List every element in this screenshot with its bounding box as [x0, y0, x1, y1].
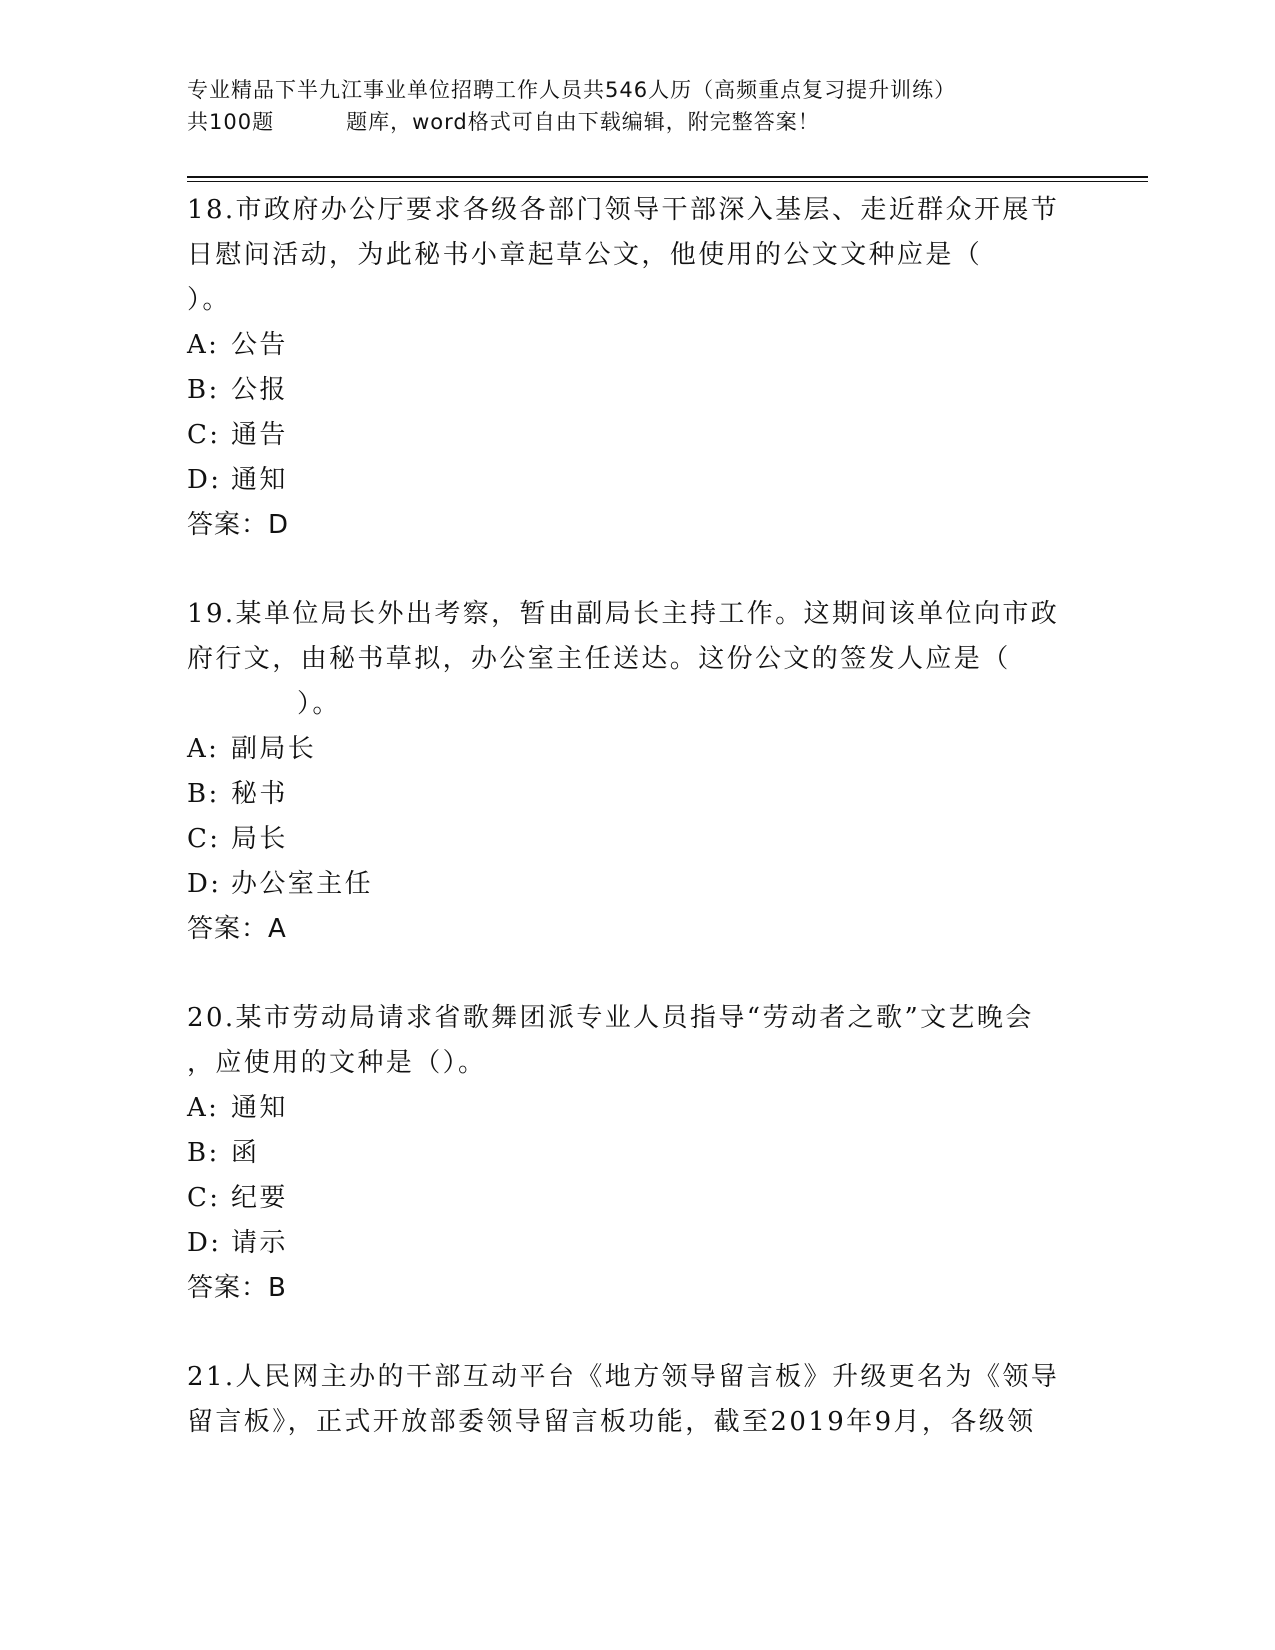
- option-key: D:: [187, 1228, 222, 1258]
- stem-line: 18.市政府办公厅要求各级各部门领导干部深入基层、走近群众开展节: [187, 195, 1060, 225]
- question-stem: [187, 188, 1067, 323]
- question-stem: [187, 1355, 1067, 1445]
- option-key: B:: [187, 1138, 220, 1168]
- option-text: 通知: [231, 1093, 288, 1123]
- stem-line: 留言板》，正式开放部委领导留言板功能，截至2019年9月，各级领: [187, 1407, 1036, 1437]
- answer-line: 答案：A: [187, 914, 287, 944]
- question-stem: [187, 996, 1067, 1086]
- option-key: C:: [187, 824, 221, 854]
- stem-line: 19.某单位局长外出考察，暂由副局长主持工作。这期间该单位向市政: [187, 599, 1060, 629]
- stem-line-indented: [187, 682, 1067, 727]
- option-text: 公告: [231, 330, 288, 360]
- option-c: [187, 413, 1067, 458]
- option-key: C:: [187, 420, 221, 450]
- option-d: [187, 862, 1067, 907]
- option-text: 公报: [231, 375, 288, 405]
- option-text: 请示: [231, 1228, 288, 1258]
- answer-line: 答案：B: [187, 1273, 287, 1303]
- option-a: [187, 323, 1067, 368]
- header-question-count: 共100题: [187, 110, 275, 134]
- option-text: 纪要: [231, 1183, 288, 1213]
- header-description: 题库，word格式可自由下载编辑，附完整答案！: [346, 110, 820, 134]
- option-b: [187, 368, 1067, 413]
- option-text: 副局长: [231, 734, 317, 764]
- option-key: B:: [187, 779, 220, 809]
- header-subtitle-line: [187, 106, 1147, 138]
- option-c: [187, 817, 1067, 862]
- option-text: 局长: [231, 824, 288, 854]
- question-20: [187, 996, 1067, 1311]
- header-rule-thick: [187, 176, 1148, 178]
- question-list: [187, 188, 1067, 1489]
- stem-line: 20.某市劳动局请求省歌舞团派专业人员指导“劳动者之歌”文艺晚会: [187, 1003, 1034, 1033]
- option-key: A:: [187, 330, 220, 360]
- option-key: A:: [187, 1093, 220, 1123]
- stem-line: 日慰问活动，为此秘书小章起草公文，他使用的公文文种应是（: [187, 240, 983, 270]
- option-c: [187, 1176, 1067, 1221]
- header-title-line: 专业精品下半九江事业单位招聘工作人员共546人历（高频重点复习提升训练）: [187, 78, 957, 102]
- stem-line: 府行文，由秘书草拟，办公室主任送达。这份公文的签发人应是（: [187, 644, 1011, 674]
- stem-line: 21.人民网主办的干部互动平台《地方领导留言板》升级更名为《领导: [187, 1362, 1060, 1392]
- option-text: 函: [231, 1138, 260, 1168]
- option-key: D:: [187, 869, 222, 899]
- option-text: 通告: [231, 420, 288, 450]
- option-key: A:: [187, 734, 220, 764]
- option-text: 办公室主任: [231, 869, 374, 899]
- option-text: 秘书: [231, 779, 288, 809]
- option-d: [187, 1221, 1067, 1266]
- question-19: [187, 592, 1067, 952]
- stem-line: ，应使用的文种是（）。: [187, 1048, 487, 1078]
- option-b: [187, 1131, 1067, 1176]
- document-header: [187, 74, 1147, 138]
- stem-line: ）。: [297, 689, 341, 719]
- option-b: [187, 772, 1067, 817]
- option-key: D:: [187, 465, 222, 495]
- option-d: [187, 458, 1067, 503]
- option-a: [187, 727, 1067, 772]
- question-stem: [187, 592, 1067, 727]
- question-21: [187, 1355, 1067, 1445]
- header-rule-thin: [187, 181, 1148, 182]
- answer-line: 答案：D: [187, 510, 290, 540]
- option-key: B:: [187, 375, 220, 405]
- stem-line: ）。: [187, 285, 231, 315]
- option-text: 通知: [231, 465, 288, 495]
- option-key: C:: [187, 1183, 221, 1213]
- option-a: [187, 1086, 1067, 1131]
- question-18: [187, 188, 1067, 548]
